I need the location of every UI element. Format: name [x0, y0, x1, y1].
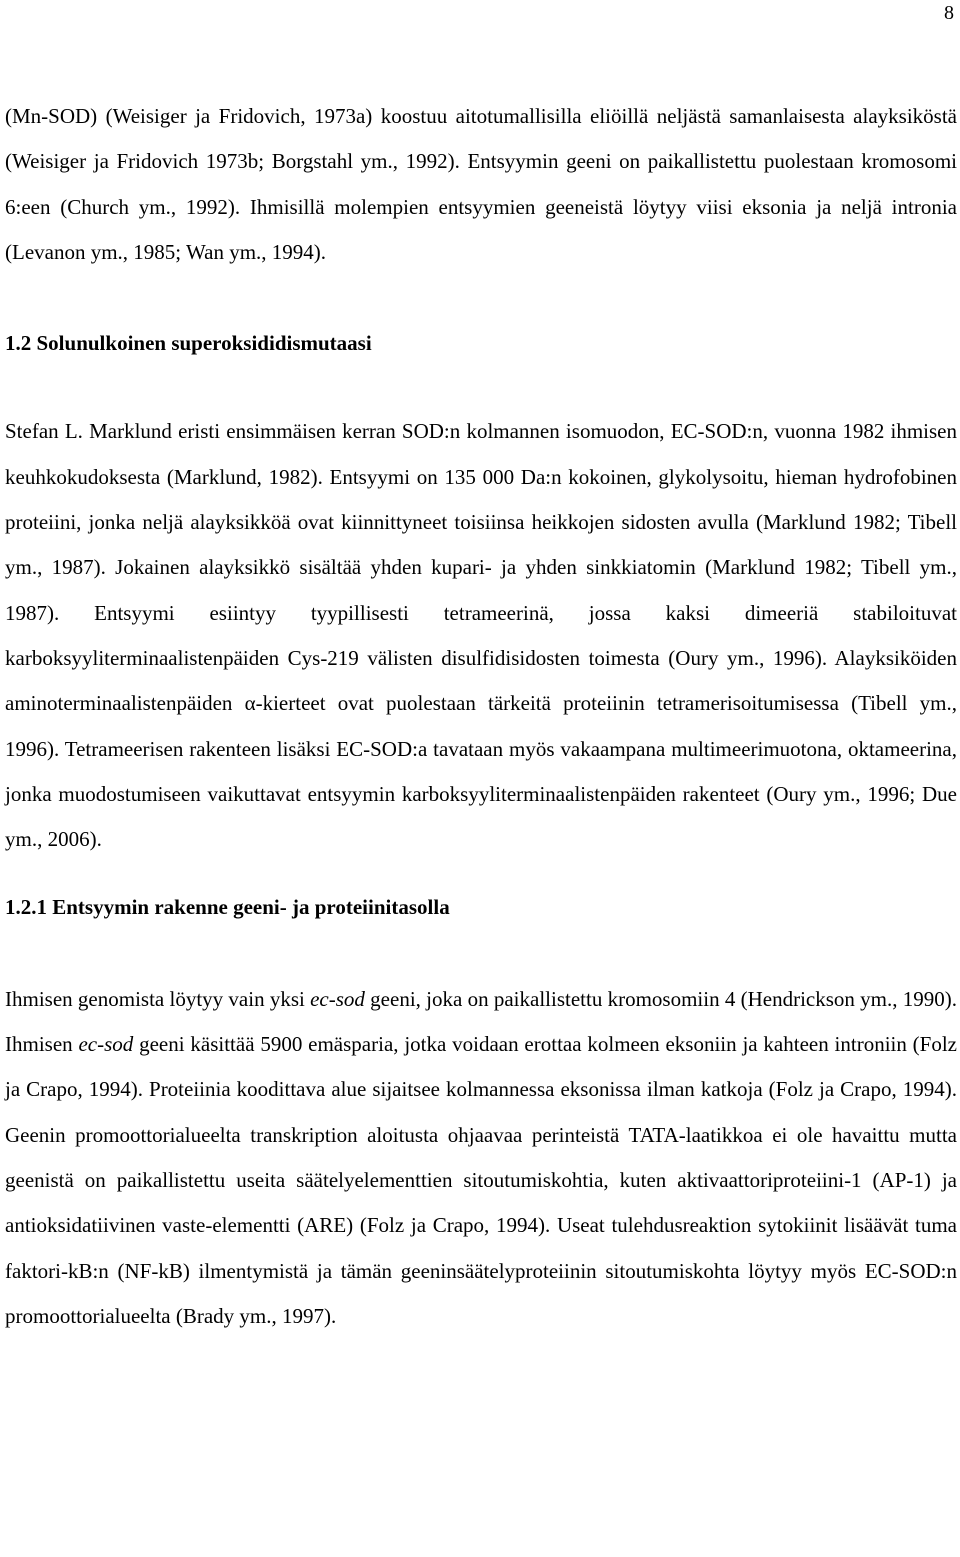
paragraph-3-text-1: Ihmisen genomista löytyy vain yksi — [5, 986, 311, 1011]
page-number: 8 — [944, 2, 954, 24]
paragraph-3-text-3: geeni käsittää 5900 emäsparia, jotka voidaan erottaa kolmeen eksoniin ja kahteen introniin (Folz ja Crapo, 1994). Proteiinia koodittava alue sijaitsee kolmannessa eksonissa ilman katkoja (Folz ja Crapo, 1994). Geenin promoottorialueelta transkription aloitusta ohjaavaa perinteistä TATA-laatikkoa ei ole havaittu mutta geenistä on paikallistettu useita säätelyelementtien sitoutumiskohtia, kuten aktivaattoriproteiini-1 (AP-1) ja antioksidatiivinen vaste-elementti (ARE) (Folz ja Crapo, 1994). Useat tulehdusreaktion sytokiinit lisäävät tuma faktori-kB:n (NF-kB) ilmentymistä ja tämän geeninsäätelyproteiinin sitoutumiskohta löytyy myös EC-SOD:n promoottorialueelta (Brady ym., 1997). — [5, 1032, 957, 1328]
paragraph-3-text-2: geeni, joka on paikallistettu kromosomiin 4 (Hendrickson ym., 1990). Ihmisen — [5, 986, 957, 1057]
document-body — [5, 94, 957, 1339]
section-heading-1-2: 1.2 Solunulkoinen superoksididismutaasi — [5, 331, 372, 356]
gene-name-italic-1: ec-sod — [310, 986, 365, 1011]
gene-name-italic-2: ec-sod — [78, 1032, 134, 1057]
paragraph-3 — [5, 977, 957, 1339]
paragraph-1: (Mn-SOD) (Weisiger ja Fridovich, 1973a) koostuu aitotumallisilla eliöillä neljästä samanlaisesta alayksiköstä (Weisiger ja Fridovich 1973b; Borgstahl ym., 1992). Entsyymin geeni on paikallistettu puolestaan kromosomi 6:een (Church ym., 1992). Ihmisillä molempien entsyymien geeneistä löytyy viisi eksonia ja neljä intronia (Levanon ym., 1985; Wan ym., 1994). — [5, 104, 957, 264]
paragraph-2: Stefan L. Marklund eristi ensimmäisen kerran SOD:n kolmannen isomuodon, EC-SOD:n, vuonna 1982 ihmisen keuhkokudoksesta (Marklund, 1982). Entsyymi on 135 000 Da:n kokoinen, glykolysoitu, hieman hydrofobinen proteiini, jonka neljä alayksikköä ovat kiinnittyneet toisiinsa heikkojen sidosten avulla (Marklund 1982; Tibell ym., 1987). Jokainen alayksikkö sisältää yhden kupari- ja yhden sinkkiatomin (Marklund 1982; Tibell ym., 1987). Entsyymi esiintyy tyypillisesti tetrameerinä, jossa kaksi dimeeriä stabiloituvat karboksyyliterminaalistenpäiden Cys-219 välisten disulfidisidosten toimesta (Oury ym., 1996). Alayksiköiden aminoterminaalistenpäiden α-kierteet ovat puolestaan tärkeitä proteiinin tetramerisoitumisessa (Tibell ym., 1996). Tetrameerisen rakenteen lisäksi EC-SOD:a tavataan myös vakaampana multimeerimuotona, oktameerina, jonka muodostumiseen vaikuttavat entsyymin karboksyyliterminaalistenpäiden rakenteet (Oury ym., 1996; Due ym., 2006). — [5, 419, 957, 852]
section-heading-1-2-1: 1.2.1 Entsyymin rakenne geeni- ja proteiinitasolla — [5, 895, 450, 920]
